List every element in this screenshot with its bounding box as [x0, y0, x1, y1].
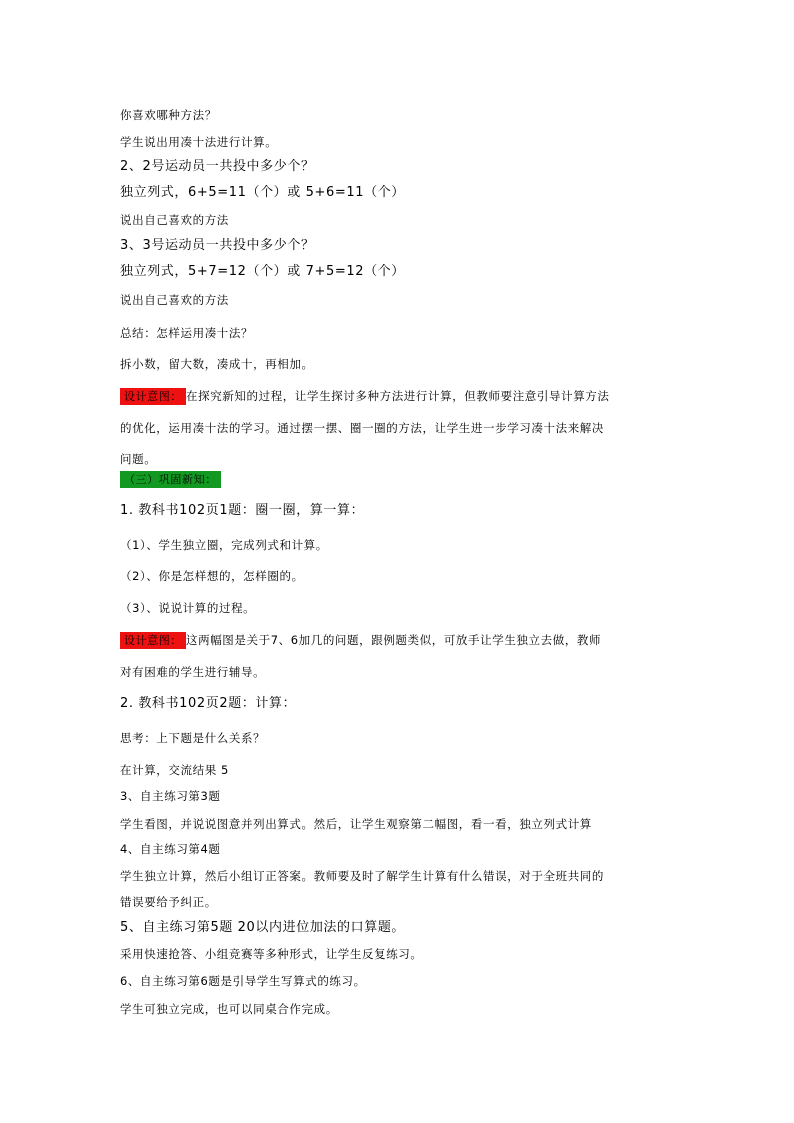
text-line: 学生说出用凑十法进行计算。 — [120, 135, 278, 149]
text-line: 错误要给予纠正。 — [120, 895, 217, 909]
text-line: 3、自主练习第3题 — [120, 789, 221, 803]
paragraph-text: 这两幅图是关于7、6加几的问题，跟例题类似，可放手让学生独立去做，教师 — [186, 633, 602, 647]
text-line: 学生可独立完成，也可以同桌合作完成。 — [120, 1002, 338, 1016]
section-badge: （三）巩固新知： — [120, 471, 221, 488]
text-line: 4、自主练习第4题 — [120, 842, 221, 856]
paragraph-line — [120, 632, 680, 649]
text-line: 对有困难的学生进行辅导。 — [120, 665, 266, 679]
design-intent-badge: 设计意图： — [120, 632, 186, 649]
text-line: 学生看图，并说说图意并列出算式。然后，让学生观察第二幅图，看一看，独立列式计算 — [120, 817, 592, 831]
paragraph-line — [120, 388, 680, 405]
text-line: 拆小数，留大数，凑成十，再相加。 — [120, 357, 314, 371]
text-line: 学生独立计算，然后小组订正答案。教师要及时了解学生计算有什么错误，对于全班共同的 — [120, 869, 604, 883]
text-line: 说出自己喜欢的方法 — [120, 213, 229, 227]
text-line: 总结：怎样运用凑十法？ — [120, 326, 254, 340]
text-line: 6、自主练习第6题是引导学生写算式的练习。 — [120, 974, 366, 988]
text-line: 独立列式，5+7=12（个）或 7+5=12（个） — [120, 264, 405, 279]
text-line: （3）、说说计算的过程。 — [120, 601, 256, 615]
text-line: 问题。 — [120, 452, 157, 466]
section-heading — [120, 471, 680, 488]
text-line: 2、2号运动员一共投中多少个？ — [120, 159, 315, 174]
text-line: 采用快速抢答、小组竞赛等多种形式，让学生反复练习。 — [120, 947, 423, 961]
text-line: 在计算，交流结果 5 — [120, 763, 229, 777]
text-line: 3、3号运动员一共投中多少个？ — [120, 238, 315, 253]
text-line: 1. 教科书102页1题：圈一圈，算一算： — [120, 503, 365, 518]
text-line: 说出自己喜欢的方法 — [120, 293, 229, 307]
text-line: （2）、你是怎样想的，怎样圈的。 — [120, 569, 304, 583]
text-line: 独立列式，6+5=11（个）或 5+6=11（个） — [120, 185, 405, 200]
text-line: 5、自主练习第5题 20以内进位加法的口算题。 — [120, 920, 406, 935]
text-line: 的优化，运用凑十法的学习。通过摆一摆、圈一圈的方法，让学生进一步学习凑十法来解决 — [120, 421, 604, 435]
text-line: 思考：上下题是什么关系？ — [120, 731, 266, 745]
text-line: （1）、学生独立圈，完成列式和计算。 — [120, 538, 328, 552]
text-line: 你喜欢哪种方法？ — [120, 108, 217, 122]
paragraph-text: 在探究新知的过程，让学生探讨多种方法进行计算，但教师要注意引导计算方法 — [186, 389, 610, 403]
text-line: 2. 教科书102页2题：计算： — [120, 696, 297, 711]
design-intent-badge: 设计意图： — [120, 388, 186, 405]
